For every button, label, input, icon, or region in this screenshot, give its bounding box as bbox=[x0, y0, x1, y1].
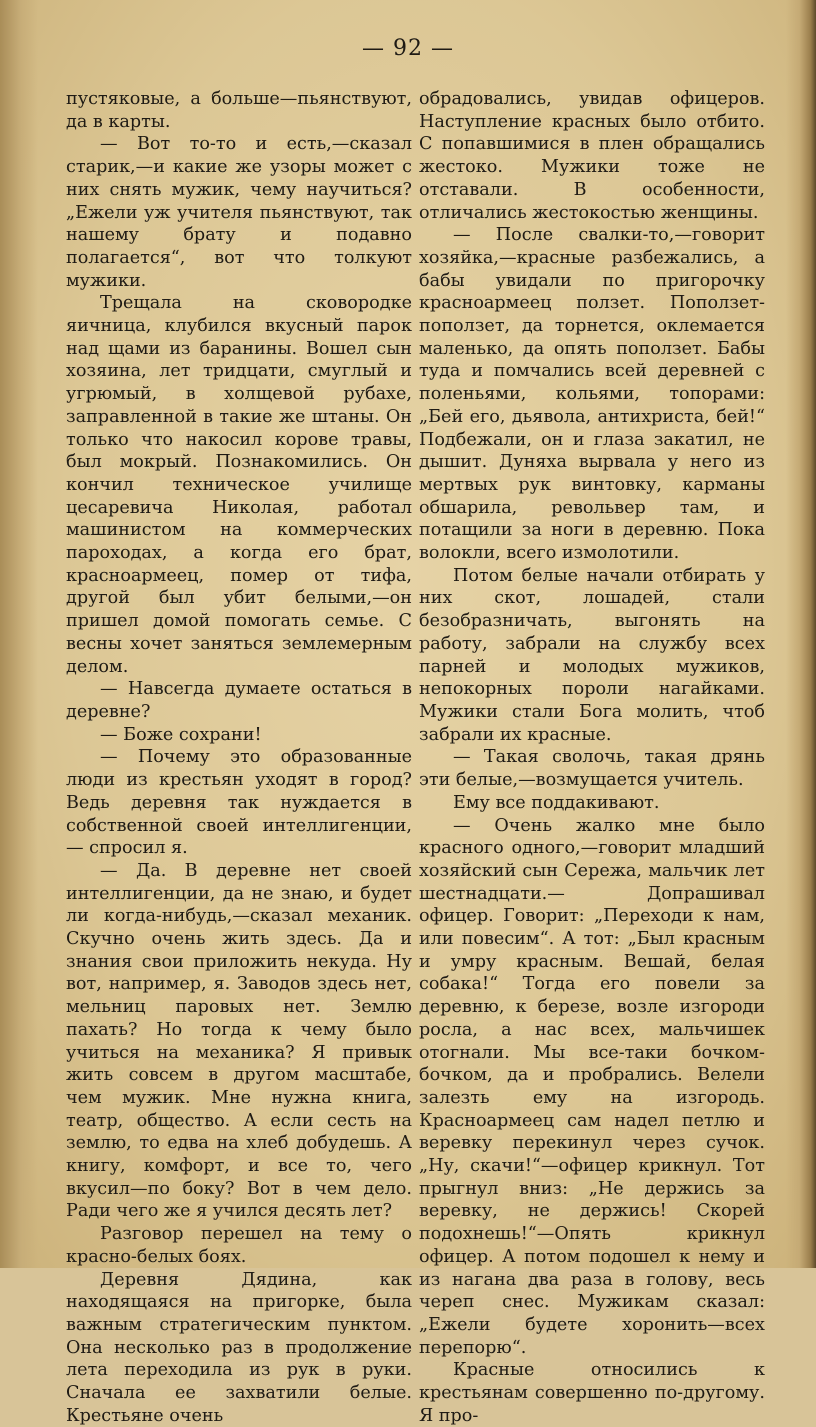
paragraph: Потом белые начали отбирать у них скот, лошадей, стали безобразничать, выгонять на работу, забрали на службу всех парней и молодых мужиков, непокорных пороли нагайками. Мужики стали Бога молить, чтоб забрали их красные. bbox=[419, 565, 765, 745]
page-right-edge-shadow bbox=[786, 0, 816, 1268]
paragraph: — Вот то-то и есть,—сказал старик,—и какие же узоры может с них снять мужик, чему научиться? „Ежели уж учителя пьянствуют, так нашему брату и подавно полагается“, вот что толкуют мужики. bbox=[66, 134, 412, 291]
page-number: — 92 — bbox=[362, 36, 454, 61]
paragraph: Разговор перешел на тему о красно-белых боях. bbox=[66, 1224, 412, 1267]
paragraph: — Почему это образованные люди из крестьян уходят в город? Ведь деревня так нуждается в собственной своей интеллигенции,— спросил я. bbox=[66, 747, 412, 859]
paragraph: — Да. В деревне нет своей интеллигенции, да не знаю, и будет ли когда-нибудь,—сказал механик. Скучно очень жить здесь. Да и знания свои приложить некуда. Ну вот, например, я. Заводов здесь нет, мельниц паровых нет. Землю пахать? Но тогда к чему было учиться на механика? Я привык жить совсем в другом масштабе, чем мужик. Мне нужна книга, театр, общество. А если сесть на землю, то едва на хлеб добудешь. А книгу, комфорт, и все то, чего вкусил—по боку? Вот в чем дело. Ради чего же я учился десять лет? bbox=[66, 860, 412, 1222]
paragraph: — Навсегда думаете остаться в деревне? bbox=[66, 679, 412, 722]
paragraph: — Очень жалко мне было красного одного,—говорит младший хозяйский сын Сережа, мальчик лет шестнадцати.— Допрашивал офицер. Говорит: „Переходи к нам, или повесим“. А тот: „Был красным и умру красным. Вешай, белая собака!“ Тогда его повели за деревню, к березе, возле изгороди росла, а нас всех, мальчишек отогнали. Мы все-таки бочком-бочком, да и пробрались. Велели залезть ему на изгородь. Красноармеец сам надел петлю и веревку перекинул через сучок. „Ну, скачи!“—офицер крикнул. Тот прыгнул вниз: „Не держись за веревку, не держись! Скорей подохнешь!“—Опять крикнул офицер. А потом подошел к нему и из нагана два раза в голову, весь череп снес. Мужикам сказал: „Ежели будете хоронить—всех перепорю“. bbox=[419, 815, 765, 1358]
paragraph: Ему все поддакивают. bbox=[453, 792, 660, 813]
paragraph: Красные относились к крестьянам совершенно по-другому. Я про- bbox=[419, 1360, 765, 1426]
paragraph: Трещала на сковородке яичница, клубился вкусный парок над щами из баранины. Вошел сын хозяина, лет тридцати, смуглый и угрюмый, в холщевой рубахе, заправленной в такие же штаны. Он только что накосил корове травы, был мокрый. Познакомились. Он кончил техническое училище цесаревича Николая, работал машинистом на коммерческих пароходах, а когда его брат, красноармеец, помер от тифа, другой был убит белыми,—он пришел домой помогать семье. С весны хочет заняться землемерным делом. bbox=[66, 293, 412, 677]
paragraph: пустяковые, а больше—пьянствуют, да в карты. bbox=[66, 89, 412, 132]
paragraph: — Такая сволочь, такая дрянь эти белые,—возмущается учитель. bbox=[419, 747, 765, 791]
right-text-column bbox=[419, 88, 765, 1427]
paragraph: — После свалки-то,—говорит хозяйка,—красные разбежались, а бабы увидали по пригорочку красноармеец ползет. Поползет-поползет, да торнется, оклемается маленько, да опять поползет. Бабы туда и помчались всей деревней с поленьями, кольями, топорами: „Бей его, дьявола, антихриста, бей!“ Подбежали, он и глаза закатил, не дышит. Дуняха вырвала у него из мертвых рук винтовку, карманы обшарила, револьвер там, и потащили за ноги в деревню. Пока волокли, всего измолотили. bbox=[419, 225, 765, 564]
paragraph: обрадовались, увидав офицеров. Наступление красных было отбито. С попавшимися в плен обращались жестоко. Мужики тоже не отставали. В особенности, отличались жестокостью женщины. bbox=[419, 89, 765, 223]
paragraph: — Боже сохрани! bbox=[100, 724, 262, 745]
page-left-edge-shadow bbox=[0, 0, 38, 1268]
paragraph: Деревня Дядина, как находящаяся на пригорке, была важным стратегическим пунктом. Она несколько раз в продолжение лета переходила из рук в руки. Сначала ее захватили белые. Крестьяне очень bbox=[66, 1269, 412, 1426]
left-text-column bbox=[66, 88, 412, 1427]
